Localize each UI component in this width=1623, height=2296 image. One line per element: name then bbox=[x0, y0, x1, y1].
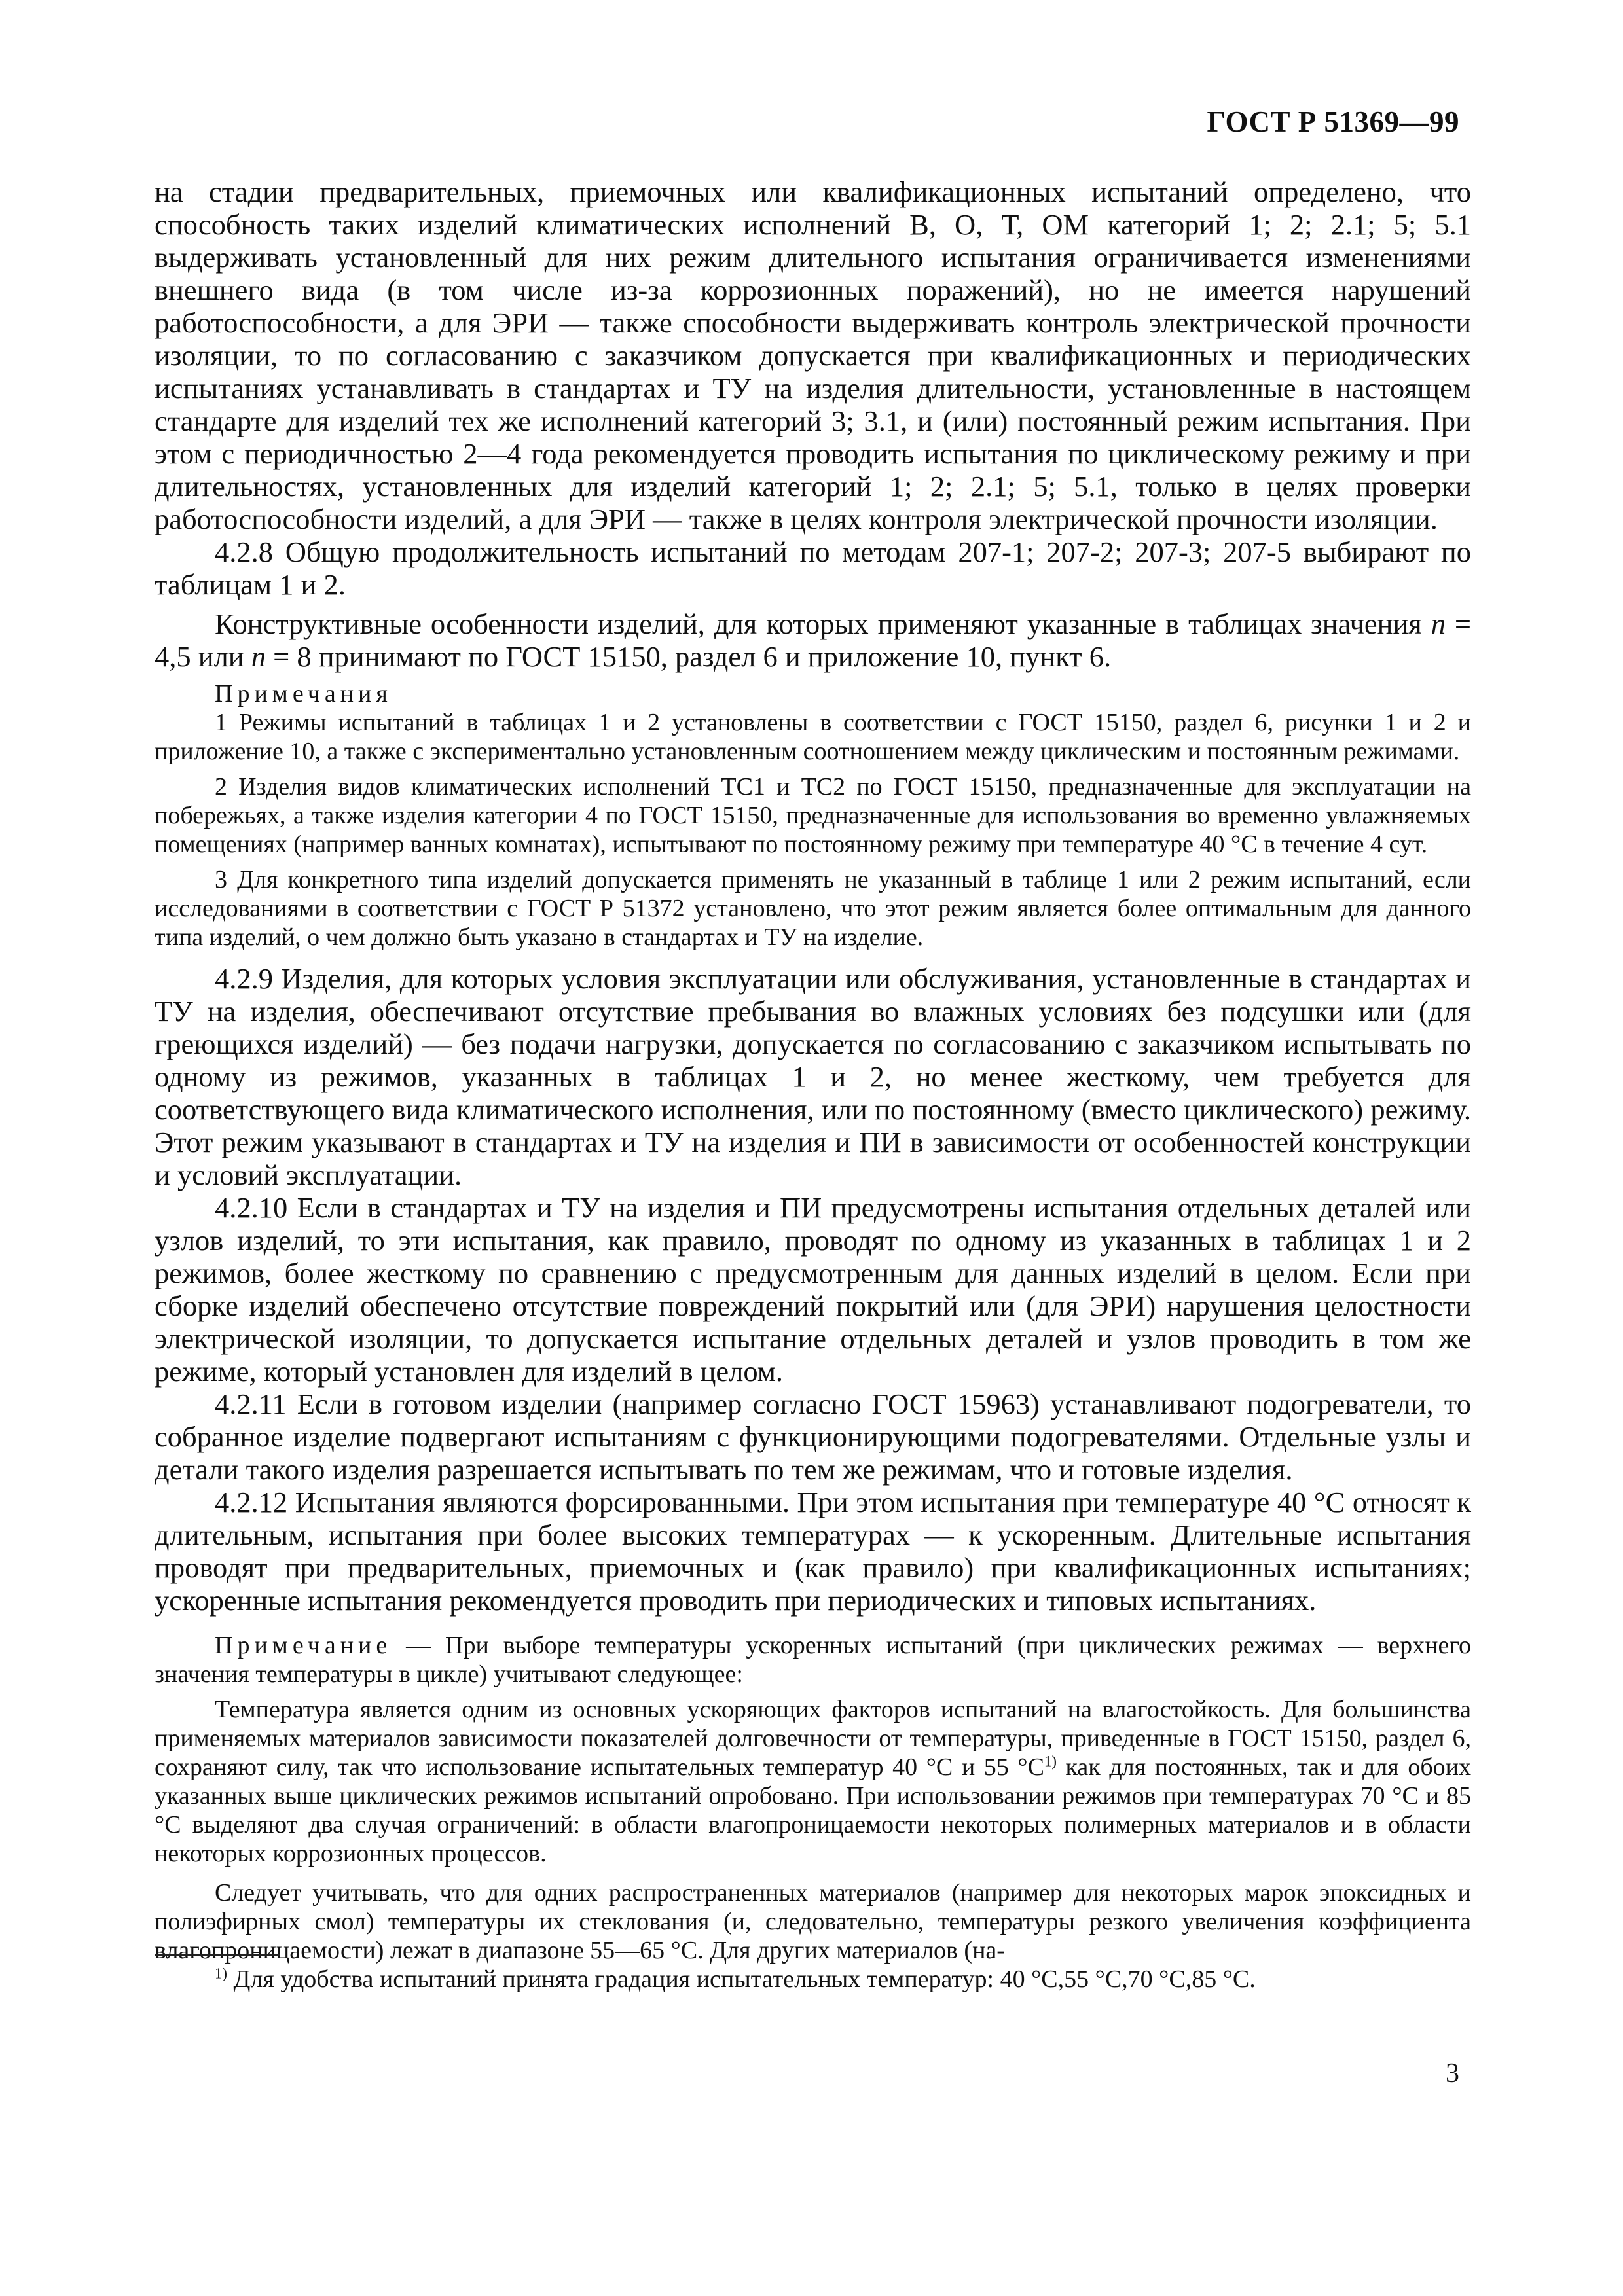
paragraph-design-features bbox=[155, 607, 1471, 673]
note-temperature-factor bbox=[155, 1695, 1471, 1868]
footnote-reference: 1) bbox=[1044, 1753, 1057, 1770]
text-segment: Конструктивные особенности изделий, для которых применяют указанные в таблицах значения bbox=[215, 607, 1431, 640]
note-1: 1 Режимы испытаний в таблицах 1 и 2 установлены в соответствии с ГОСТ 15150, раздел 6, рисунки 1 и 2 и приложение 10, а также с экспериментально установленным соотношением между циклическим и постоянным режимами. bbox=[155, 709, 1471, 765]
paragraph-4-2-10: 4.2.10 Если в стандартах и ТУ на изделия и ПИ предусмотрены испытания отдельных деталей или узлов изделий, то эти испытания, как правило, проводят по одному из указанных в таблицах 1 и 2 режимов, более жесткому по сравнению с предусмотренным для данных изделий в целом. Если при сборке изделий обеспечено отсутствие повреждений покрытий или (для ЭРИ) нарушения целостности электрической изоляции, то допускается испытание отдельных деталей и узлов проводить в том же режиме, который установлен для изделий в целом. bbox=[155, 1191, 1471, 1388]
variable-n: n bbox=[1431, 607, 1446, 640]
footnote-divider bbox=[155, 1954, 280, 1956]
footnote-text: Для удобства испытаний принята градация испытательных температур: 40 °С,55 °С,70 °С,85 °С. bbox=[227, 1965, 1256, 1993]
text-segment: Температура является одним из основных ускоряющих факторов испытаний на влагостойкость. Для большинства применяемых материалов зависимости показателей долговечности от температуры, приведенные в ГОСТ 15150, раздел 6, сохраняют силу, так что использование испытательных температур 40 °С и 55 °С bbox=[155, 1696, 1471, 1781]
note-glass-transition: Следует учитывать, что для одних распространенных материалов (например для некоторых марок эпоксидных и полиэфирных смол) температуры их стеклования (и, следовательно, температуры резкого увеличения коэффициента влагопроницаемости) лежат в диапазоне 55—65 °С. Для других материалов (на- bbox=[155, 1879, 1471, 1964]
note-2: 2 Изделия видов климатических исполнений ТС1 и ТС2 по ГОСТ 15150, предназначенные для эксплуатации на побережьях, а также изделия категории 4 по ГОСТ 15150, предназначенные для использования во временно увлажняемых помещениях (например ванных комнатах), испытывают по постоянному режиму при температуре 40 °С в течение 4 сут. bbox=[155, 773, 1471, 858]
paragraph-4-2-8: 4.2.8 Общую продолжительность испытаний по методам 207-1; 207-2; 207-3; 207-5 выбирают по таблицам 1 и 2. bbox=[155, 535, 1471, 601]
note-3: 3 Для конкретного типа изделий допускается применять не указанный в таблице 1 или 2 режим испытаний, если исследованиями в соответствии с ГОСТ Р 51372 установлено, что этот режим является более оптимальным для данного типа изделий, о чем должно быть указано в стандартах и ТУ на изделие. bbox=[155, 866, 1471, 951]
note-temperature-choice bbox=[155, 1631, 1471, 1689]
footnote bbox=[215, 1965, 1256, 1994]
text-segment: = 8 принимают по ГОСТ 15150, раздел 6 и приложение 10, пункт 6. bbox=[265, 640, 1112, 673]
notes-heading: Примечания bbox=[215, 680, 392, 708]
paragraph-4-2-9: 4.2.9 Изделия, для которых условия эксплуатации или обслуживания, установленные в стандартах и ТУ на изделия, обеспечивают отсутствие пребывания во влажных условиях без подсушки или (для греющихся изделий) — без подачи нагрузки, допускается по согласованию с заказчиком испытывать по одному из режимов, указанных в таблицах 1 и 2, но менее жесткому, чем требуется для соответствующего вида климатического исполнения, или по постоянному (вместо циклического) режиму. Этот режим указывают в стандартах и ТУ на изделия и ПИ в зависимости от особенностей конструкции и условий эксплуатации. bbox=[155, 962, 1471, 1191]
variable-n: n bbox=[251, 640, 266, 673]
paragraph-4-2-12: 4.2.12 Испытания являются форсированными. При этом испытания при температуре 40 °С относят к длительным, испытания при более высоких температурах — к ускоренным. Длительные испытания проводят при предварительных, приемочных и (как правило) при квалификационных испытаниях; ускоренные испытания рекомендуется проводить при периодических и типовых испытаниях. bbox=[155, 1486, 1471, 1617]
note-label: Примечание bbox=[215, 1632, 392, 1659]
note-text: — При выборе температуры ускоренных испытаний (при циклических режимах — верхнего значения температуры в цикле) учитывают следующее: bbox=[155, 1632, 1471, 1688]
paragraph-continuation: на стадии предварительных, приемочных или квалификационных испытаний определено, что способность таких изделий климатических исполнений В, О, Т, ОМ категорий 1; 2; 2.1; 5; 5.1 выдерживать установленный для них режим длительного испытания ограничивается изменениями внешнего вида (в том числе из-за коррозионных поражений), но не имеется нарушений работоспособности, а для ЭРИ — также способности выдерживать контроль электрической прочности изоляции, то по согласованию с заказчиком допускается при квалификационных и периодических испытаниях устанавливать в стандартах и ТУ на изделия длительности, установленные в настоящем стандарте для изделий тех же исполнений категорий 3; 3.1, и (или) постоянный режим испытания. При этом с периодичностью 2—4 года рекомендуется проводить испытания по циклическому режиму и при длительностях, установленных для изделий категорий 1; 2; 2.1; 5; 5.1, только в целях проверки работоспособности изделий, а для ЭРИ — также в целях контроля электрической прочности изоляции. bbox=[155, 175, 1471, 535]
text-segment: = 4,5 или bbox=[155, 607, 1471, 673]
footnote-marker: 1) bbox=[215, 1965, 227, 1982]
paragraph-4-2-11: 4.2.11 Если в готовом изделии (например согласно ГОСТ 15963) устанавливают подогреватели, то собранное изделие подвергают испытаниям с функционирующими подогревателями. Отдельные узлы и детали такого изделия разрешается испытывать по тем же режимам, что и готовые изделия. bbox=[155, 1388, 1471, 1486]
document-body bbox=[155, 175, 1471, 1965]
text-segment: как для постоянных, так и для обоих указанных выше циклических режимов испытаний опробовано. При использовании режимов при температурах 70 °С и 85 °С выделяют два случая ограничений: в области влагопроницаемости некоторых полимерных материалов и в области некоторых коррозионных процессов. bbox=[155, 1753, 1471, 1867]
document-id-header: ГОСТ Р 51369—99 bbox=[1207, 105, 1459, 138]
page-number: 3 bbox=[1446, 2058, 1459, 2089]
